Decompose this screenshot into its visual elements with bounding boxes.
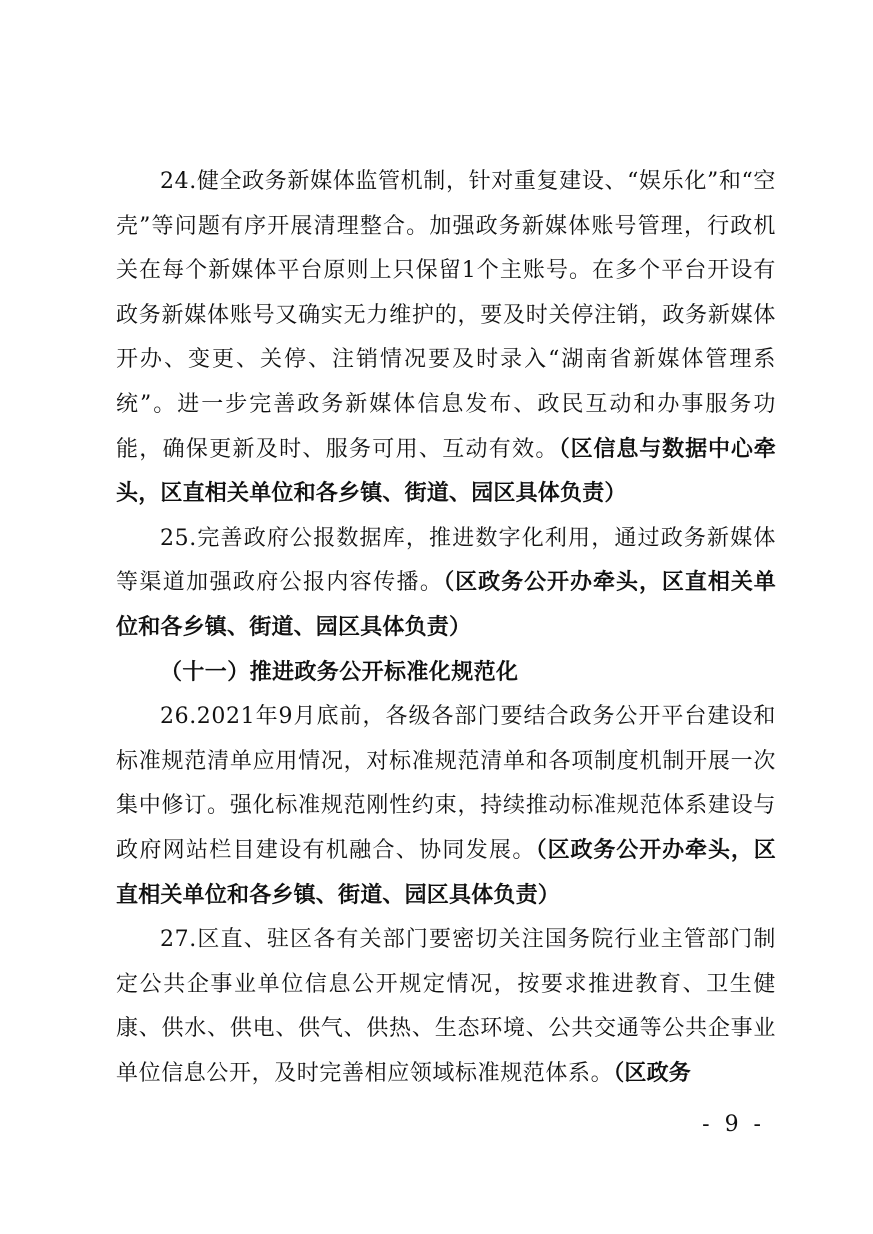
document-body [116, 160, 776, 1096]
paragraph-24 [116, 160, 776, 517]
paragraph-24-text: 24.健全政务新媒体监管机制，针对重复建设、“娱乐化”和“空壳”等问题有序开展清理整合。加强政务新媒体账号管理，行政机关在每个新媒体平台原则上只保留1个主账号。在多个平台开设有政务新媒体账号又确实无力维护的，要及时关停注销，政务新媒体开办、变更、关停、注销情况要及时录入“湖南省新媒体管理系统”。进一步完善政务新媒体信息发布、政民互动和办事服务功能，确保更新及时、服务可用、互动有效。 [116, 169, 776, 462]
paragraph-27 [116, 918, 776, 1096]
section-heading: （十一）推进政务公开标准化规范化 [160, 659, 519, 685]
paragraph-26 [116, 695, 776, 918]
paragraph-26-text: 26.2021年9月底前，各级各部门要结合政务公开平台建设和标准规范清单应用情况，对标准规范清单和各项制度机制开展一次集中修订。强化标准规范刚性约束，持续推动标准规范体系建设与政府网站栏目建设有机融合、协同发展。 [116, 704, 776, 863]
paragraph-25-text: 25.完善政府公报数据库，推进数字化利用，通过政务新媒体等渠道加强政府公报内容传播。 [116, 525, 776, 596]
paragraph-25-owner: （区政务公开办牵头，区直相关单位和各乡镇、街道、园区具体负责） [116, 570, 776, 640]
paragraph-25 [116, 517, 776, 651]
paragraph-27-owner: （区政务 [613, 1060, 692, 1086]
paragraph-27-text: 27.区直、驻区各有关部门要密切关注国务院行业主管部门制定公共企事业单位信息公开规定情况，按要求推进教育、卫生健康、供水、供电、供气、供热、生态环境、公共交通等公共企事业单位信息公开，及时完善相应领域标准规范体系。 [116, 927, 776, 1086]
page-number: - 9 - [702, 1112, 765, 1137]
paragraph-24-owner: （区信息与数据中心牵头，区直相关单位和各乡镇、街道、园区具体负责） [116, 436, 776, 507]
paragraph-26-owner: （区政务公开办牵头，区直相关单位和各乡镇、街道、园区具体负责） [116, 837, 776, 908]
